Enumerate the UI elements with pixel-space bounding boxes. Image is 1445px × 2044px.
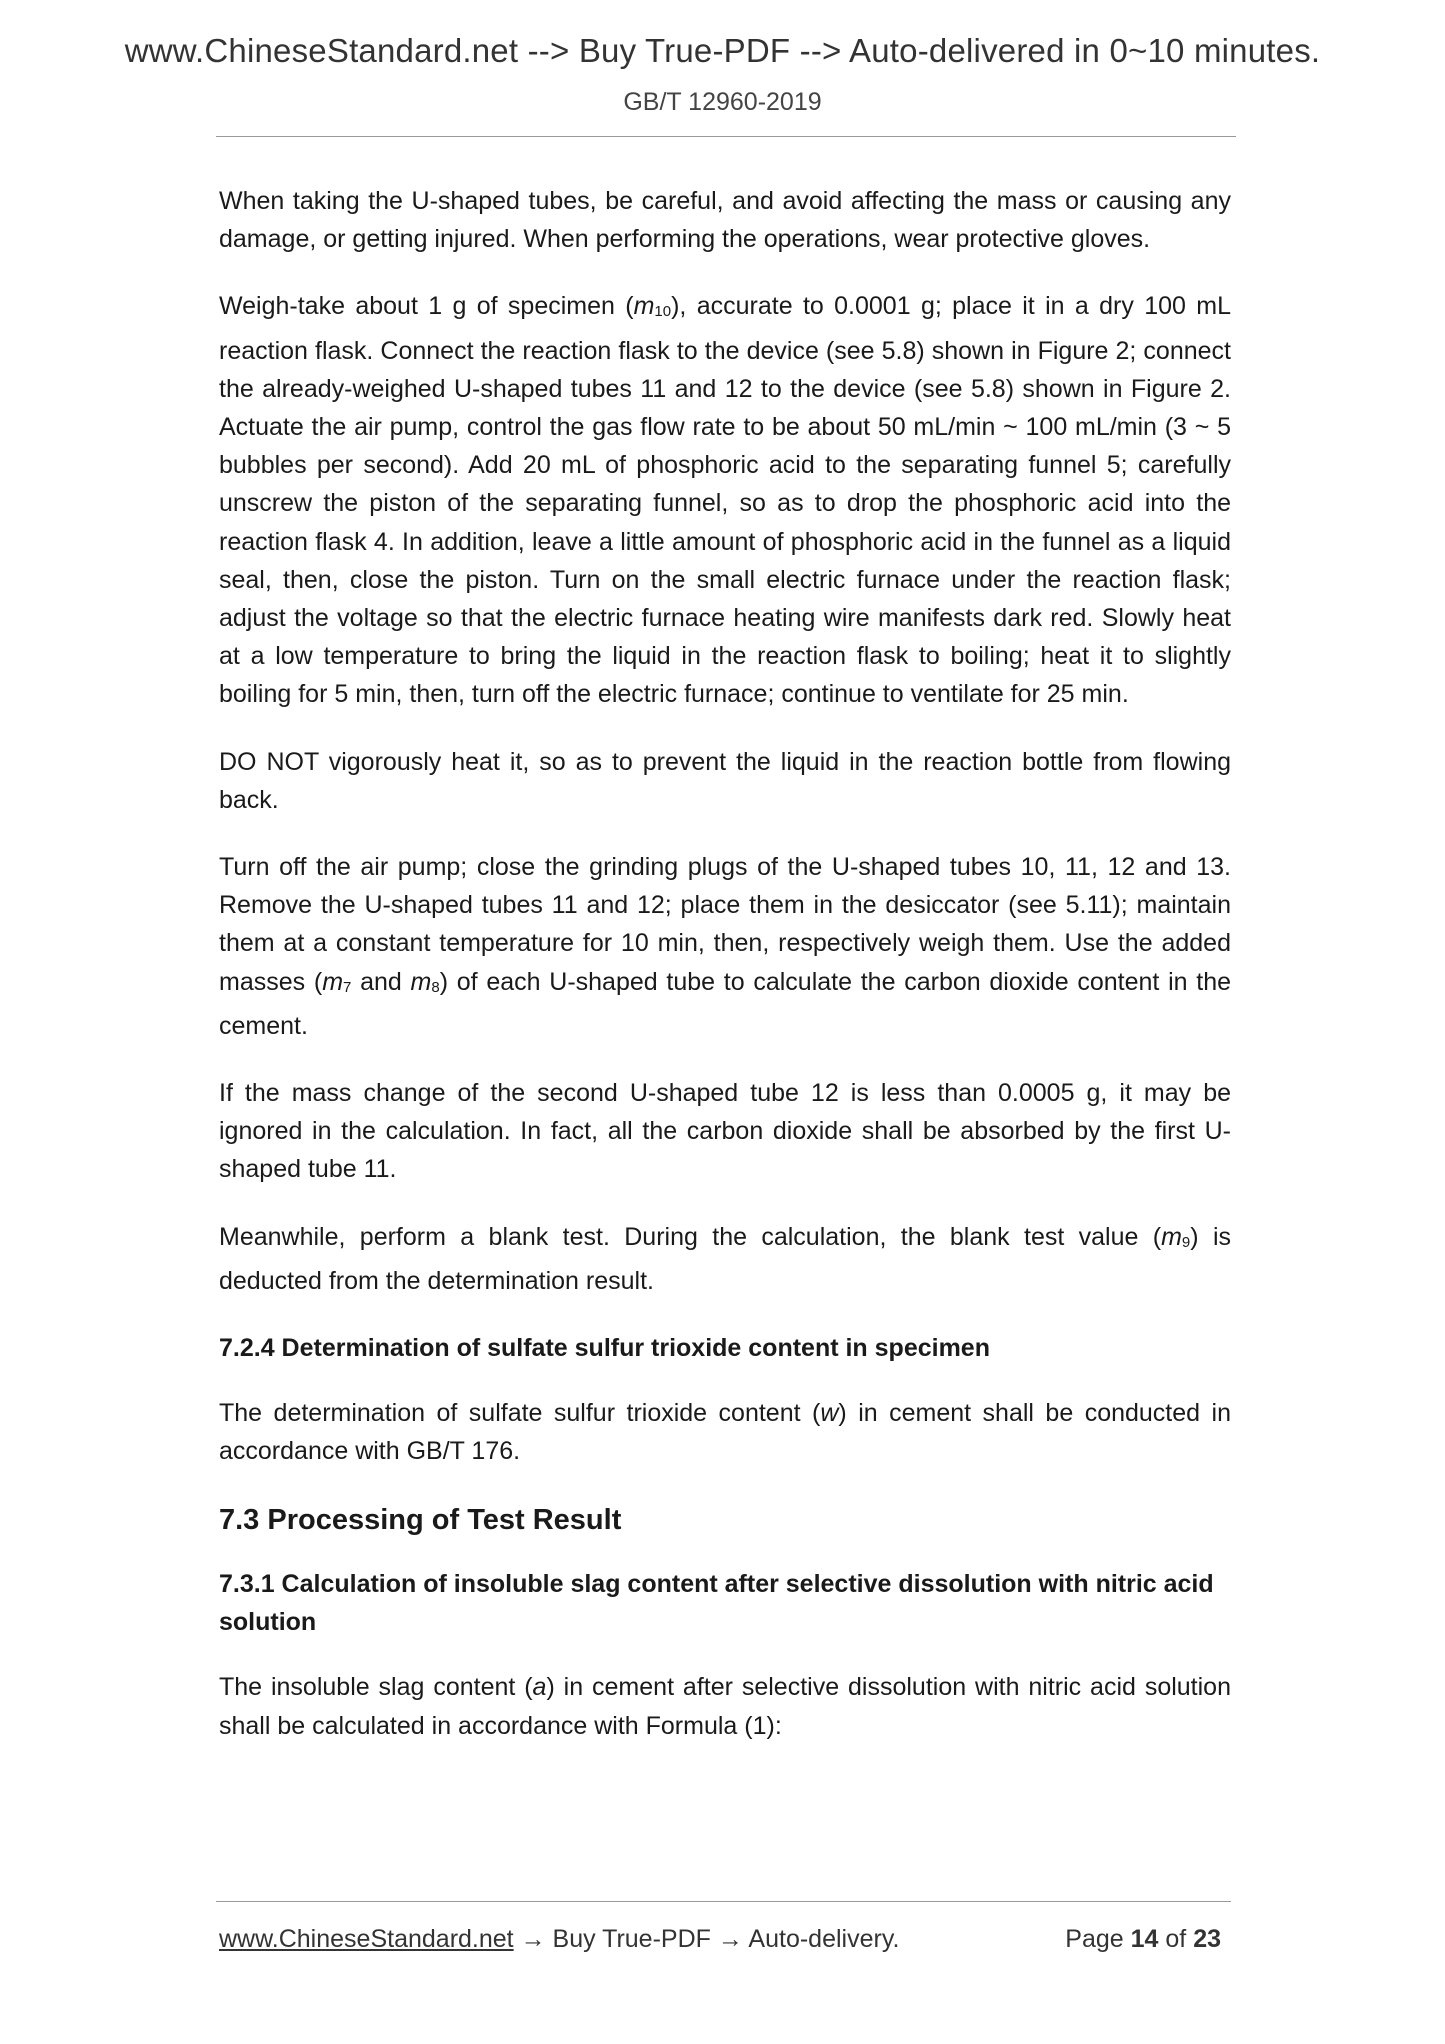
variable-w: w [820, 1399, 839, 1428]
text-segment: The insoluble slag content ( [219, 1673, 533, 1702]
text-segment: Weigh-take about 1 g of specimen ( [219, 292, 634, 321]
text-segment: ) is deducted from the determination result. [219, 1222, 1231, 1295]
variable-m: m [633, 292, 655, 321]
paragraph-blank-test [219, 1218, 1231, 1300]
variable-m: m [322, 967, 344, 996]
variable-a: a [532, 1673, 547, 1702]
page-label: Page [1065, 1925, 1131, 1953]
paragraph-weigh-tubes [219, 848, 1231, 1045]
arrow-icon: → [710, 1925, 749, 1953]
text-segment: The determination of sulfate sulfur trioxide content ( [219, 1399, 821, 1428]
document-id: GB/T 12960-2019 [623, 88, 822, 116]
total-pages: 23 [1193, 1925, 1221, 1953]
subscript: 10 [654, 303, 672, 321]
text-segment: Turn off the air pump; close the grinding plugs of the U-shaped tubes 10, 11, 12 and 13. Remove the U-shaped tubes 11 and 12; place them in the desiccator (see 5.11); maintain them at a constant temperature for 10 min, then, respectively weigh them. Use the added masses ( [219, 853, 1231, 996]
footer-website-link[interactable]: www.ChineseStandard.net [219, 1925, 514, 1953]
arrow-icon: → [513, 1925, 553, 1953]
subscript: 7 [343, 978, 352, 996]
footer-buy-text: Buy True-PDF [552, 1925, 711, 1953]
paragraph-mass-change: If the mass change of the second U-shaped tube 12 is less than 0.0005 g, it may be ignored in the calculation. In fact, all the carbon dioxide shall be absorbed by the first U-shaped tube 11. [219, 1079, 1231, 1184]
header-banner[interactable]: www.ChineseStandard.net --> Buy True-PDF --> Auto-delivered in 0~10 minutes. [124, 32, 1321, 69]
header-divider [216, 136, 1236, 137]
paragraph-heating-warning: DO NOT vigorously heat it, so as to prevent the liquid in the reaction bottle from flowing back. [219, 747, 1231, 814]
text-segment: and [351, 967, 411, 996]
paragraph-weighing-procedure [219, 287, 1231, 713]
paragraph-safety-note: When taking the U-shaped tubes, be careful, and avoid affecting the mass or causing any damage, or getting injured. When performing the operations, wear protective gloves. [219, 187, 1231, 254]
subscript: 8 [431, 978, 440, 996]
heading-7-3: 7.3 Processing of Test Result [219, 1504, 622, 1537]
variable-m: m [1161, 1222, 1182, 1251]
footer-delivery-text: Auto-delivery. [748, 1925, 900, 1953]
text-segment: ) of each U-shaped tube to calculate the carbon dioxide content in the cement. [219, 967, 1231, 1040]
paragraph-sulfate-determination [219, 1394, 1231, 1470]
heading-7-2-4: 7.2.4 Determination of sulfate sulfur trioxide content in specimen [219, 1334, 990, 1363]
paragraph-insoluble-slag [219, 1668, 1231, 1744]
subscript: 9 [1181, 1233, 1191, 1251]
text-segment: ) in cement shall be conducted in accordance with GB/T 176. [219, 1399, 1231, 1466]
text-segment: Meanwhile, perform a blank test. During the calculation, the blank test value ( [219, 1222, 1162, 1251]
current-page: 14 [1130, 1925, 1159, 1953]
footer-divider [216, 1901, 1231, 1902]
heading-7-3-1: 7.3.1 Calculation of insoluble slag content after selective dissolution with nitric acid solution [219, 1570, 1214, 1637]
footer-promo [219, 1925, 899, 1954]
text-segment: ) in cement after selective dissolution with nitric acid solution shall be calculated in accordance with Formula (1): [219, 1673, 1231, 1740]
text-segment: ), accurate to 0.0001 g; place it in a dry 100 mL reaction flask. Connect the reaction flask to the device (see 5.8) shown in Figure 2; connect the already-weighed U-shaped tubes 11 and 12 to the device (see 5.8) shown in Figure 2. Actuate the air pump, control the gas flow rate to be about 50 mL/min ~ 100 mL/min (3 ~ 5 bubbles per second). Add 20 mL of phosphoric acid to the separating funnel 5; carefully unscrew the piston of the separating funnel, so as to drop the phosphoric acid into the reaction flask 4. In addition, leave a little amount of phosphoric acid in the funnel as a liquid seal, then, close the piston. Turn on the small electric furnace under the reaction flask; adjust the voltage so that the electric furnace heating wire manifests dark red. Slowly heat at a low temperature to bring the liquid in the reaction flask to boiling; heat it to slightly boiling for 5 min, then, turn off the electric furnace; continue to ventilate for 25 min. [219, 292, 1231, 709]
variable-m: m [410, 967, 432, 996]
page-content [219, 182, 1231, 1774]
of-label: of [1158, 1925, 1194, 1953]
page-number [1065, 1925, 1221, 1954]
